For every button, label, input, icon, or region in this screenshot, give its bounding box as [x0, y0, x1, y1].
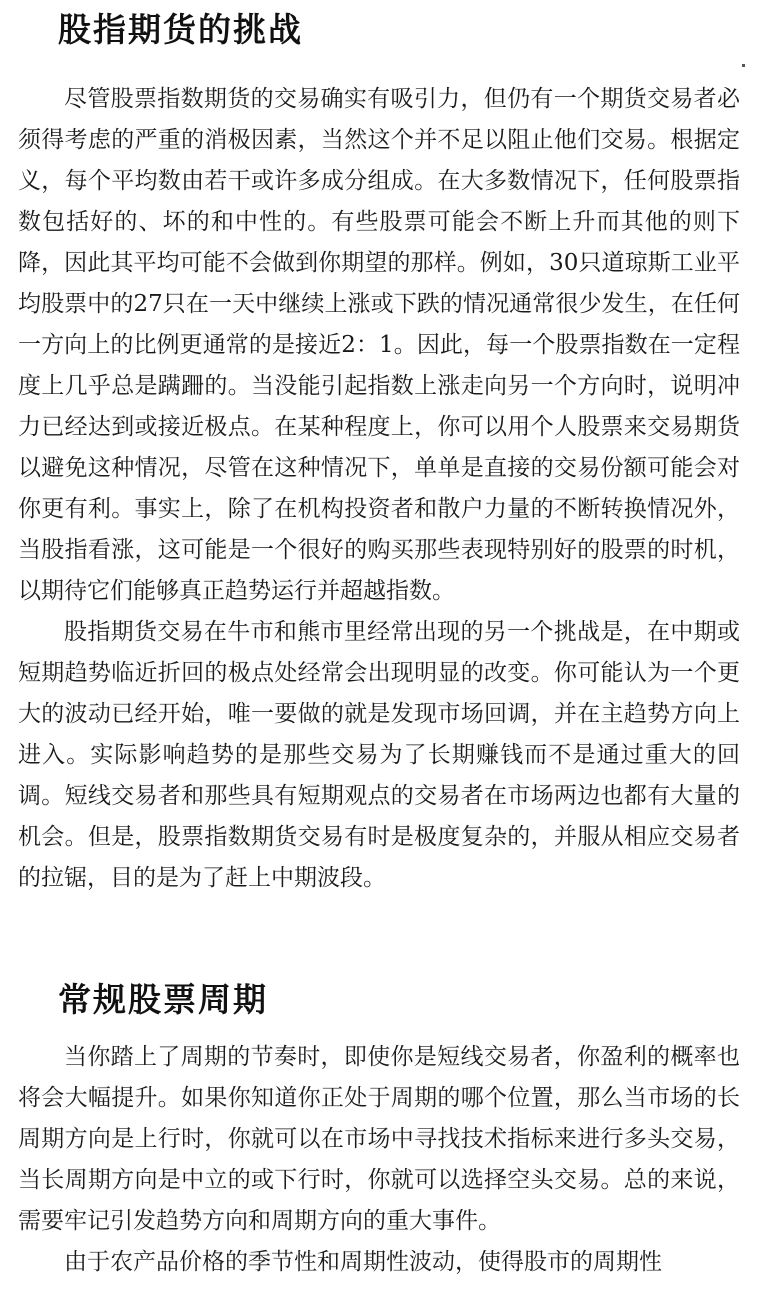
paragraph-1: 尽管股票指数期货的交易确实有吸引力，但仍有一个期货交易者必须得考虑的严重的消极因素，当然这个并不足以阻止他们交易。根据定义，每个平均数由若干或许多成分组成。在大多数情况下，任何股票指数包括好的、坏的和中性的。有些股票可能会不断上升而其他的则下降，因此其平均可能不会做到你期望的那样。例如，30只道琼斯工业平均股票中的27只在一天中继续上涨或下跌的情况通常很少发生，在任何一方向上的比例更通常的是接近2：1。因此，每一个股票指数在一定程度上几乎总是蹒跚的。当没能引起指数上涨走向另一个方向时，说明冲力已经达到或接近极点。在某种程度上，你可以用个人股票来交易期货以避免这种情况，尽管在这种情况下，单单是直接的交易份额可能会对你更有利。事实上，除了在机构投资者和散户力量的不断转换情况外，当股指看涨，这可能是一个很好的购买那些表现特别好的股票的时机，以期待它们能够真正趋势运行并超越指数。	[18, 86, 740, 604]
section-title-index-futures-challenges: 股指期货的挑战	[58, 10, 303, 49]
section-regular-stock-cycles-body	[18, 1037, 740, 1283]
paragraph-3: 当你踏上了周期的节奏时，即使你是短线交易者，你盈利的概率也将会大幅提升。如果你知道你正处于周期的哪个位置，那么当市场的长周期方向是上行时，你就可以在市场中寻找技术指标来进行多头交易，当长周期方向是中立的或下行时，你就可以选择空头交易。总的来说，需要牢记引发趋势方向和周期方向的重大事件。	[18, 1044, 740, 1234]
section-title-regular-stock-cycles: 常规股票周期	[58, 980, 268, 1019]
paragraph-4: 由于农产品价格的季节性和周期性波动，使得股市的周期性	[64, 1249, 662, 1275]
paragraph-2: 股指期货交易在牛市和熊市里经常出现的另一个挑战是，在中期或短期趋势临近折回的极点处经常会出现明显的改变。你可能认为一个更大的波动已经开始，唯一要做的就是发现市场回调，并在主趋势方向上进入。实际影响趋势的是那些交易为了长期赚钱而不是通过重大的回调。短线交易者和那些具有短期观点的交易者在市场两边也都有大量的机会。但是，股票指数期货交易有时是极度复杂的，并服从相应交易者的拉锯，目的是为了赶上中期波段。	[18, 619, 740, 891]
section-index-futures-challenges-body	[18, 79, 740, 899]
scan-speck	[742, 64, 745, 67]
